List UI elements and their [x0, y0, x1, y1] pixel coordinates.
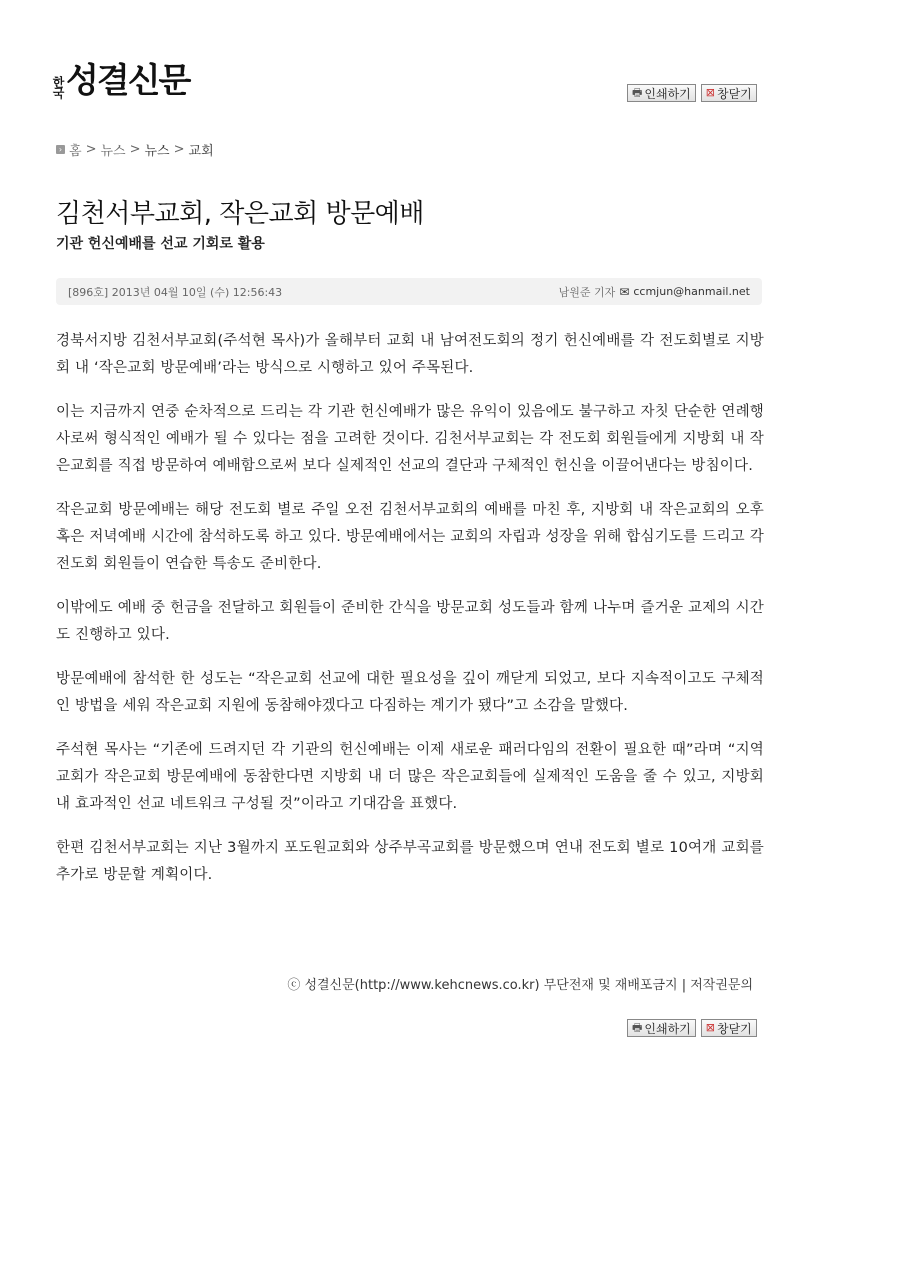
close-window-button[interactable]	[701, 1019, 757, 1037]
article-paragraph: 주석현 목사는 “기존에 드려지던 각 기관의 헌신예배는 이제 새로운 패러다임의 전환이 필요한 때”라며 “지역교회가 작은교회 방문예배에 동참한다면 지방회 내 더 많은 작은교회들에 실제적인 도움을 줄 수 있고, 지방회 내 효과적인 선교 네트워크 구성될 것”이라고 기대감을 표했다.	[56, 742, 764, 812]
reporter-email[interactable]: ccmjun@hanmail.net	[633, 285, 750, 298]
mail-icon[interactable]: ✉	[619, 284, 630, 299]
article-paragraph: 이는 지금까지 연중 순차적으로 드리는 각 기관 헌신예배가 많은 유익이 있음에도 불구하고 자칫 단순한 연례행사로써 형식적인 예배가 될 수 있다는 점을 고려한 것이다. 김천서부교회는 각 전도회 회원들에게 지방회 내 작은교회를 직접 방문하여 예배함으로써 보다 실제적인 선교의 결단과 구체적인 헌신을 이끌어낸다는 방침이다.	[56, 404, 764, 474]
breadcrumb-news-sub[interactable]: 뉴스	[144, 144, 170, 159]
article-paragraph: 작은교회 방문예배는 해당 전도회 별로 주일 오전 김천서부교회의 예배를 마친 후, 지방회 내 작은교회의 오후 혹은 저녁예배 시간에 참석하도록 하고 있다. 방문예배에서는 교회의 자립과 성장을 위해 합심기도를 드리고 각 전도회 회원들이 연습한 특송도 준비한다.	[56, 502, 764, 572]
top-toolbar	[627, 84, 757, 102]
article-title: 김천서부교회, 작은교회 방문예배	[56, 199, 424, 229]
close-window-button[interactable]	[701, 84, 757, 102]
print-label: 인쇄하기	[644, 86, 691, 101]
logo-text: 성결신문	[66, 61, 190, 101]
article-meta-bar	[56, 278, 762, 305]
logo-prefix: 한국	[51, 76, 65, 98]
article-paragraph: 이밖에도 예배 중 헌금을 전달하고 회원들이 준비한 간식을 방문교회 성도들과 함께 나누며 즐거운 교제의 시간도 진행하고 있다.	[56, 600, 764, 643]
close-icon: ⊠	[705, 86, 715, 99]
article-paragraph: 경북서지방 김천서부교회(주석현 목사)가 올해부터 교회 내 남여전도회의 정기 헌신예배를 각 전도회별로 지방회 내 ‘작은교회 방문예배’라는 방식으로 시행하고 있어 주목된다.	[56, 333, 764, 376]
article-paragraph: 방문예배에 참석한 한 성도는 “작은교회 선교에 대한 필요성을 깊이 깨닫게 되었고, 보다 지속적이고도 구체적인 방법을 세워 작은교회 지원에 동참해야겠다고 다짐하는 계기가 됐다”고 소감을 말했다.	[56, 671, 764, 714]
home-arrow-icon: ›	[56, 145, 65, 154]
article-date: [896호] 2013년 04월 10일 (수) 12:56:43	[68, 285, 283, 299]
breadcrumb-separator: >	[129, 142, 141, 157]
printer-icon: 🖶	[632, 86, 643, 99]
reporter-name: 남원준 기자	[558, 285, 616, 299]
breadcrumb-church[interactable]: 교회	[188, 144, 214, 159]
breadcrumb	[56, 140, 214, 159]
print-label: 인쇄하기	[644, 1021, 691, 1036]
print-button[interactable]	[627, 1019, 696, 1037]
print-button[interactable]	[627, 84, 696, 102]
close-label: 창닫기	[716, 1021, 752, 1036]
breadcrumb-separator: >	[173, 142, 185, 157]
site-logo[interactable]	[52, 62, 189, 100]
breadcrumb-separator: >	[85, 142, 97, 157]
article-body	[56, 328, 764, 906]
printer-icon: 🖶	[632, 1021, 643, 1034]
reporter-info	[559, 284, 750, 300]
close-label: 창닫기	[716, 86, 752, 101]
bottom-toolbar	[627, 1019, 757, 1037]
article-subtitle: 기관 헌신예배를 선교 기회로 활용	[56, 236, 265, 252]
copyright-notice: ⓒ 성결신문(http://www.kehcnews.co.kr) 무단전재 및 재배포금지 | 저작권문의	[287, 978, 753, 993]
article-paragraph: 한편 김천서부교회는 지난 3월까지 포도원교회와 상주부곡교회를 방문했으며 연내 전도회 별로 10여개 교회를 추가로 방문할 계획이다.	[56, 840, 764, 883]
close-icon: ⊠	[705, 1021, 715, 1034]
breadcrumb-news[interactable]: 뉴스	[100, 144, 126, 159]
breadcrumb-home[interactable]: 홈	[69, 144, 82, 159]
